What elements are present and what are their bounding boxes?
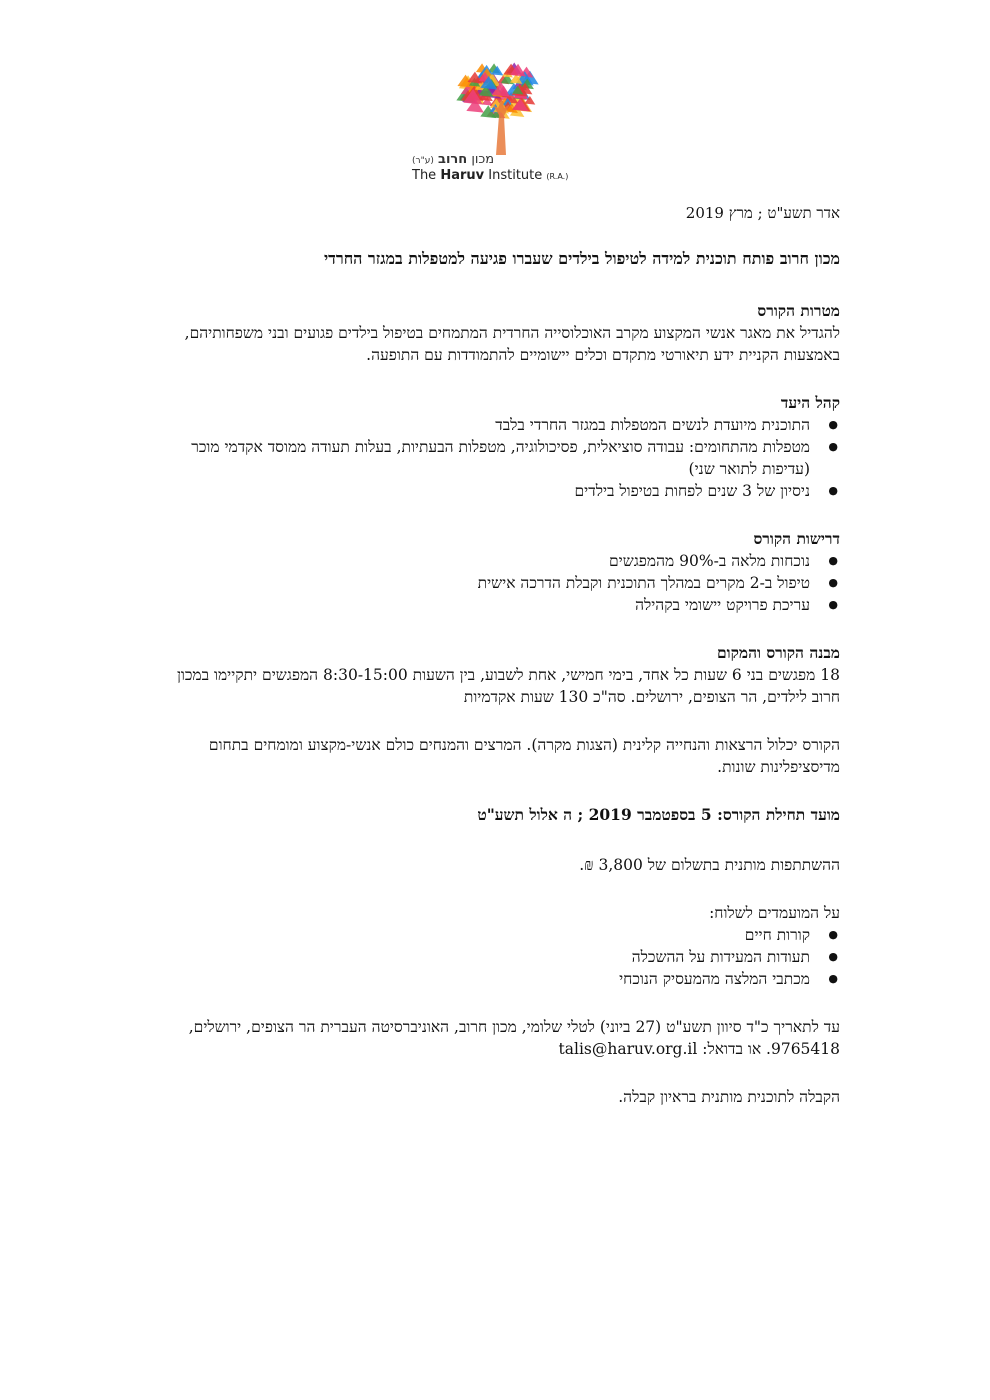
deadline-section — [150, 1016, 840, 1060]
list-item: ● טיפול ב-2 מקרים במהלך התוכנית וקבלת הדרכה אישית — [150, 572, 818, 594]
document-date: אדר תשע"ט ; מרץ 2019 — [685, 204, 840, 222]
audience-list — [150, 414, 840, 502]
document-title: מכון חרוב פותח תוכנית למידה לטיפול בילדים שעברו פגיעה למטפלות במגזר החרדי — [323, 249, 840, 268]
structure-heading: מבנה הקורס והמקום — [716, 643, 840, 662]
start-date: מועד תחילת הקורס: 5 בספטמבר 2019 ; ה אלול תשע"ט — [477, 805, 840, 824]
send-list — [150, 924, 840, 990]
structure-section — [150, 642, 840, 708]
audience-section — [150, 392, 840, 502]
goals-heading: מטרות הקורס — [757, 301, 840, 320]
list-item: ● תעודות המעידות על ההשכלה — [150, 946, 818, 968]
goals-section — [150, 300, 840, 366]
list-item: ● קורות חיים — [150, 924, 818, 946]
requirements-list — [150, 550, 840, 616]
deadline-text: עד לתאריך כ"ד סיוון תשע"ט (27 ביוני) לטלי שלומי, מכון חרוב, האוניברסיטה העברית הר הצופים, ירושלים, 9765418. או בדואל: talis@haruv.org.il — [188, 1018, 840, 1058]
acceptance-text: הקבלה לתוכנית מותנית בראיון קבלה. — [618, 1088, 840, 1106]
list-item: ● מטפלות מהתחומים: עבודה סוציאלית, פסיכולוגיה, מטפלות הבעתיות, בעלות תעודה ממוסד אקדמי מוכר (עדיפות לתואר שני) — [150, 436, 818, 480]
tree-icon — [400, 60, 600, 155]
payment-text: ההשתתפות מותנית בתשלום של 3,800 ₪. — [579, 856, 840, 874]
requirements-section — [150, 528, 840, 616]
list-item: ● נוכחות מלאה ב-90% מהמפגשים — [150, 550, 818, 572]
list-item: ● התוכנית מיועדת לנשים המטפלות במגזר החרדי בלבד — [150, 414, 818, 436]
send-heading: על המועמדים לשלוח: — [709, 904, 840, 922]
payment-section — [150, 854, 840, 876]
haruv-logo — [400, 60, 600, 190]
course-text: הקורס יכלול הרצאות והנחייה קלינית (הצגות מקרה). המרצים והמנחים כולם אנשי-מקצוע ומומחים בתחום מדיסציפלינות שונות. — [208, 736, 840, 776]
course-section — [150, 734, 840, 778]
send-section — [150, 902, 840, 990]
list-item: ● ניסיון של 3 שנים לפחות בטיפול בילדים — [150, 480, 818, 502]
logo-english-name: The Haruv Institute (R.A.) — [412, 168, 569, 183]
requirements-heading: דרישות הקורס — [753, 529, 840, 548]
letter-body — [150, 202, 840, 1108]
logo-hebrew-name: מכון חרוב (ע"ר) — [412, 152, 495, 167]
audience-heading: קהל היעד — [780, 393, 840, 412]
list-item: ● עריכת פרויקט יישומי בקהילה — [150, 594, 818, 616]
list-item: ● מכתבי המלצה מהמעסיק הנוכחי — [150, 968, 818, 990]
structure-text: 18 מפגשים בני 6 שעות כל אחד, בימי חמישי, אחת לשבוע, בין השעות 8:30-15:00 המפגשים יתקיימו במכון חרוב לילדים, הר הצופים, ירושלים. סה"כ 130 שעות אקדמיות — [176, 666, 840, 706]
goals-text: להגדיל את מאגר אנשי המקצוע מקרב האוכלוסייה החרדית המתמחים בטיפול בילדים פגועים ובני משפחותיהם, באמצעות הקניית ידע תיאורטי מתקדם וכלים יישומיים להתמודדות עם התופעה. — [184, 324, 840, 364]
